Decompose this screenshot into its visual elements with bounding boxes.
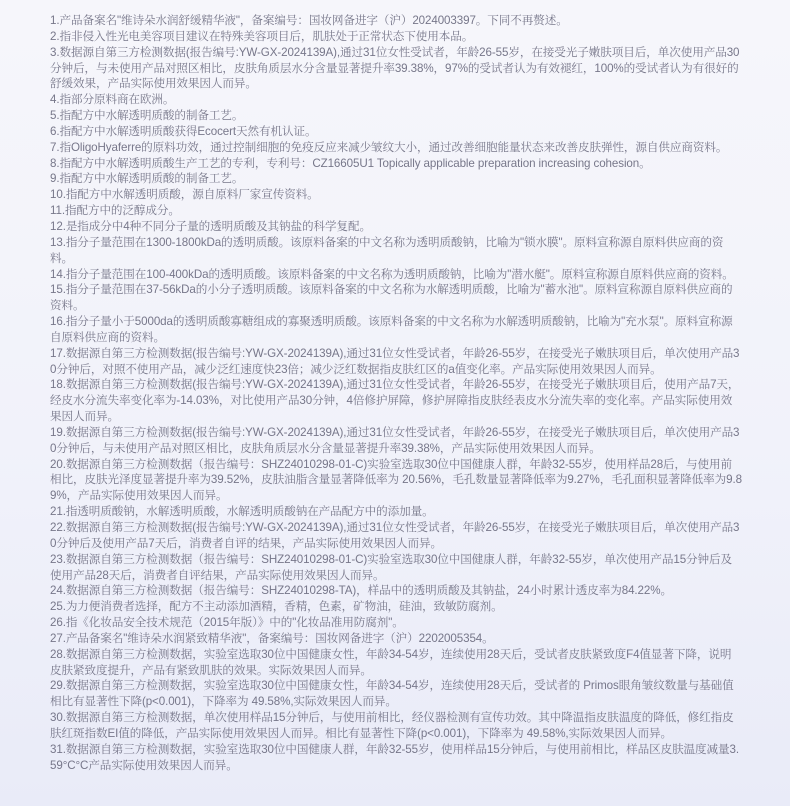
footnote-9: 9.指配方中水解透明质酸的制备工艺。 [50, 172, 244, 186]
footnote-12: 12.是指成分中4种不同分子量的透明质酸及其钠盐的科学复配。 [50, 219, 372, 233]
footnote-2: 2.指非侵入性光电美容项目建议在特殊美容项目后，肌肤处于正常状态下使用本品。 [50, 29, 474, 43]
footnote-19: 19.数据源自第三方检测数据(报告编号:YW-GX-2024139A),通过31位女性受试者，年龄26-55岁，在接受光子嫩肤项目后，单次使用产品30分钟后，与未使用产品对照区相比，皮肤角质层水分含量显著提升率39.38%，产品实际使用效果因人而异。 [50, 425, 740, 455]
footnote-7: 7.指OligoHyaferre的原料功效，通过控制细胞的免疫反应来减少皱纹大小，通过改善细胞能量状态来改善皮肤弹性，源自供应商资料。 [50, 140, 728, 154]
footnote-20: 20.数据源自第三方检测数据（报告编号：SHZ24010298-01-C)实验室选取30位中国健康人群，年龄32-55岁，使用样品28后，与使用前相比，皮肤光泽度显著提升率为39.52%，皮肤油脂含量显著降低率为 20.56%，毛孔数量显著降低率为9.27%，毛孔面积显著降低率为9.89%，产品实际使用效果因人而异。 [50, 457, 742, 503]
footnote-15: 15.指分子量范围在37-56kDa的小分子透明质酸。该原料备案的中文名称为水解透明质酸，比喻为"蓄水池"。原料宣称源自原料供应商的资料。 [50, 283, 733, 313]
footnote-29: 29.数据源自第三方检测数据，实验室选取30位中国健康女性，年龄34-54岁，连续使用28天后，受试者的 Primos眼角皱纹数量与基础值相比有显著性下降(p<0.001)，下降率为 49.58%,实际效果因人而异。 [50, 679, 734, 709]
footnote-16: 16.指分子量小于5000da的透明质酸寡糖组成的寡聚透明质酸。该原料备案的中文名称为水解透明质酸钠，比喻为"充水泵"。原料宣称源自原料供应商的资料。 [50, 315, 733, 344]
footnote-14: 14.指分子量范围在100-400kDa的透明质酸。该原料备案的中文名称为透明质酸钠，比喻为"潜水艇"。原料宣称源自原料供应商的资料。 [50, 267, 734, 281]
footnote-21: 21.指透明质酸钠，水解透明质酸，水解透明质酸钠在产品配方中的添加量。 [50, 505, 434, 519]
footnote-6: 6.指配方中水解透明质酸获得Ecocert天然有机认证。 [50, 124, 317, 138]
footnote-26: 26.指《化妆品安全技术规范（2015年版）》中的"化妆品准用防腐剂"。 [50, 616, 404, 630]
footnotes-list [50, 13, 742, 774]
footnote-31: 31.数据源自第三方检测数据，实验室选取30位中国健康人群，年龄32-55岁，使用样品15分钟后，与使用前相比，样品区皮肤温度减量3.59°C°C产品实际使用效果因人而异。 [50, 742, 740, 772]
footnote-3: 3.数据源自第三方检测数据(报告编号:YW-GX-2024139A),通过31位女性受试者，年龄26-55岁，在接受光子嫩肤项目后，单次使用产品30分钟后，与未使用产品对照区相比，皮肤角质层水分含量显著提升率39.38%，97%的受试者认为有效褪红，100%的受试者认为有很好的舒缓效果，产品实际使用效果因人而异。 [50, 45, 740, 91]
footnote-4: 4.指部分原料商在欧洲。 [50, 93, 175, 107]
footnote-18: 18.数据源自第三方检测数据(报告编号:YW-GX-2024139A),通过31位女性受试者，年龄26-55岁，在接受光子嫩肤项目后，使用产品7天，经皮水分流失率变化率为-14.03%，对比使用产品30分钟，4倍修护屏障，修护屏障指皮肤经表皮水分流失率的变化率。产品实际使用效果因人而异。 [50, 378, 740, 424]
footnote-22: 22.数据源自第三方检测数据(报告编号:YW-GX-2024139A),通过31位女性受试者，年龄26-55岁，在接受光子嫩肤项目后，单次使用产品30分钟后及使用产品7天后，消费者自评的结果，产品实际使用效果因人而异。 [50, 521, 740, 550]
footnote-13: 13.指分子量范围在1300-1800kDa的透明质酸。该原料备案的中文名称为透明质酸钠，比喻为"锁水膜"。原料宣称源自原料供应商的资料。 [50, 235, 724, 265]
footnote-27: 27.产品备案名"维诗朵水润紧致精华液"，备案编号：国妆网备进字（沪）2202005354。 [50, 631, 494, 645]
footnote-1: 1.产品备案名"维诗朵水润舒缓精华液"，备案编号：国妆网备进字（沪）2024003397。下同不再赘述。 [50, 14, 568, 27]
footnote-23: 23.数据源自第三方检测数据（报告编号：SHZ24010298-01-C)实验室选取30位中国健康人群，年龄32-55岁，单次使用产品15分钟后及使用产品28天后，消费者自评结果，产品实际使用效果因人而异。 [50, 552, 733, 582]
footnote-25: 25.为力便消费者选择，配方不主动添加酒精，香精，色素，矿物油，硅油，致敏防腐剂。 [50, 600, 503, 614]
footnote-8: 8.指配方中水解透明质酸生产工艺的专利，专利号：CZ16605U1 Topically applicable preparation increasing cohesion。 [50, 156, 651, 170]
footnote-30: 30.数据源自第三方检测数据，单次使用样品15分钟后，与使用前相比，经仪器检测有宣传功效。其中降温指皮肤温度的降低，修红指皮肤红斑指数EI值的降低，产品实际使用效果因人而异。相比有显著性下降(p<0.001)，下降率为 49.58%,实际效果因人而异。 [50, 711, 734, 740]
footnote-11: 11.指配方中的泛醇成分。 [50, 204, 180, 218]
footnote-28: 28.数据源自第三方检测数据，实验室选取30位中国健康女性，年龄34-54岁，连续使用28天后，受试者皮肤紧致度F4值显著下降，说明皮肤紧致度提升，产品有紧致肌肤的效果。实际效果因人而异。 [50, 647, 732, 677]
footnote-5: 5.指配方中水解透明质酸的制备工艺。 [50, 109, 244, 123]
footnote-10: 10.指配方中水解透明质酸，源自原料厂家宣传资料。 [50, 188, 319, 202]
footnote-24: 24.数据源自第三方检测数据（报告编号：SHZ24010298-TA)，样品中的透明质酸及其钠盐，24小时累计透皮率为84.22%。 [50, 584, 672, 598]
footnote-17: 17.数据源自第三方检测数据(报告编号:YW-GX-2024139A),通过31位女性受试者，年龄26-55岁，在接受光子嫩肤项目后，单次使用产品30分钟后，对照不使用产品，减少泛红速度快23倍；减少泛红数据指皮肤红区的a值变化率。产品实际使用效果因人而异。 [50, 346, 740, 376]
